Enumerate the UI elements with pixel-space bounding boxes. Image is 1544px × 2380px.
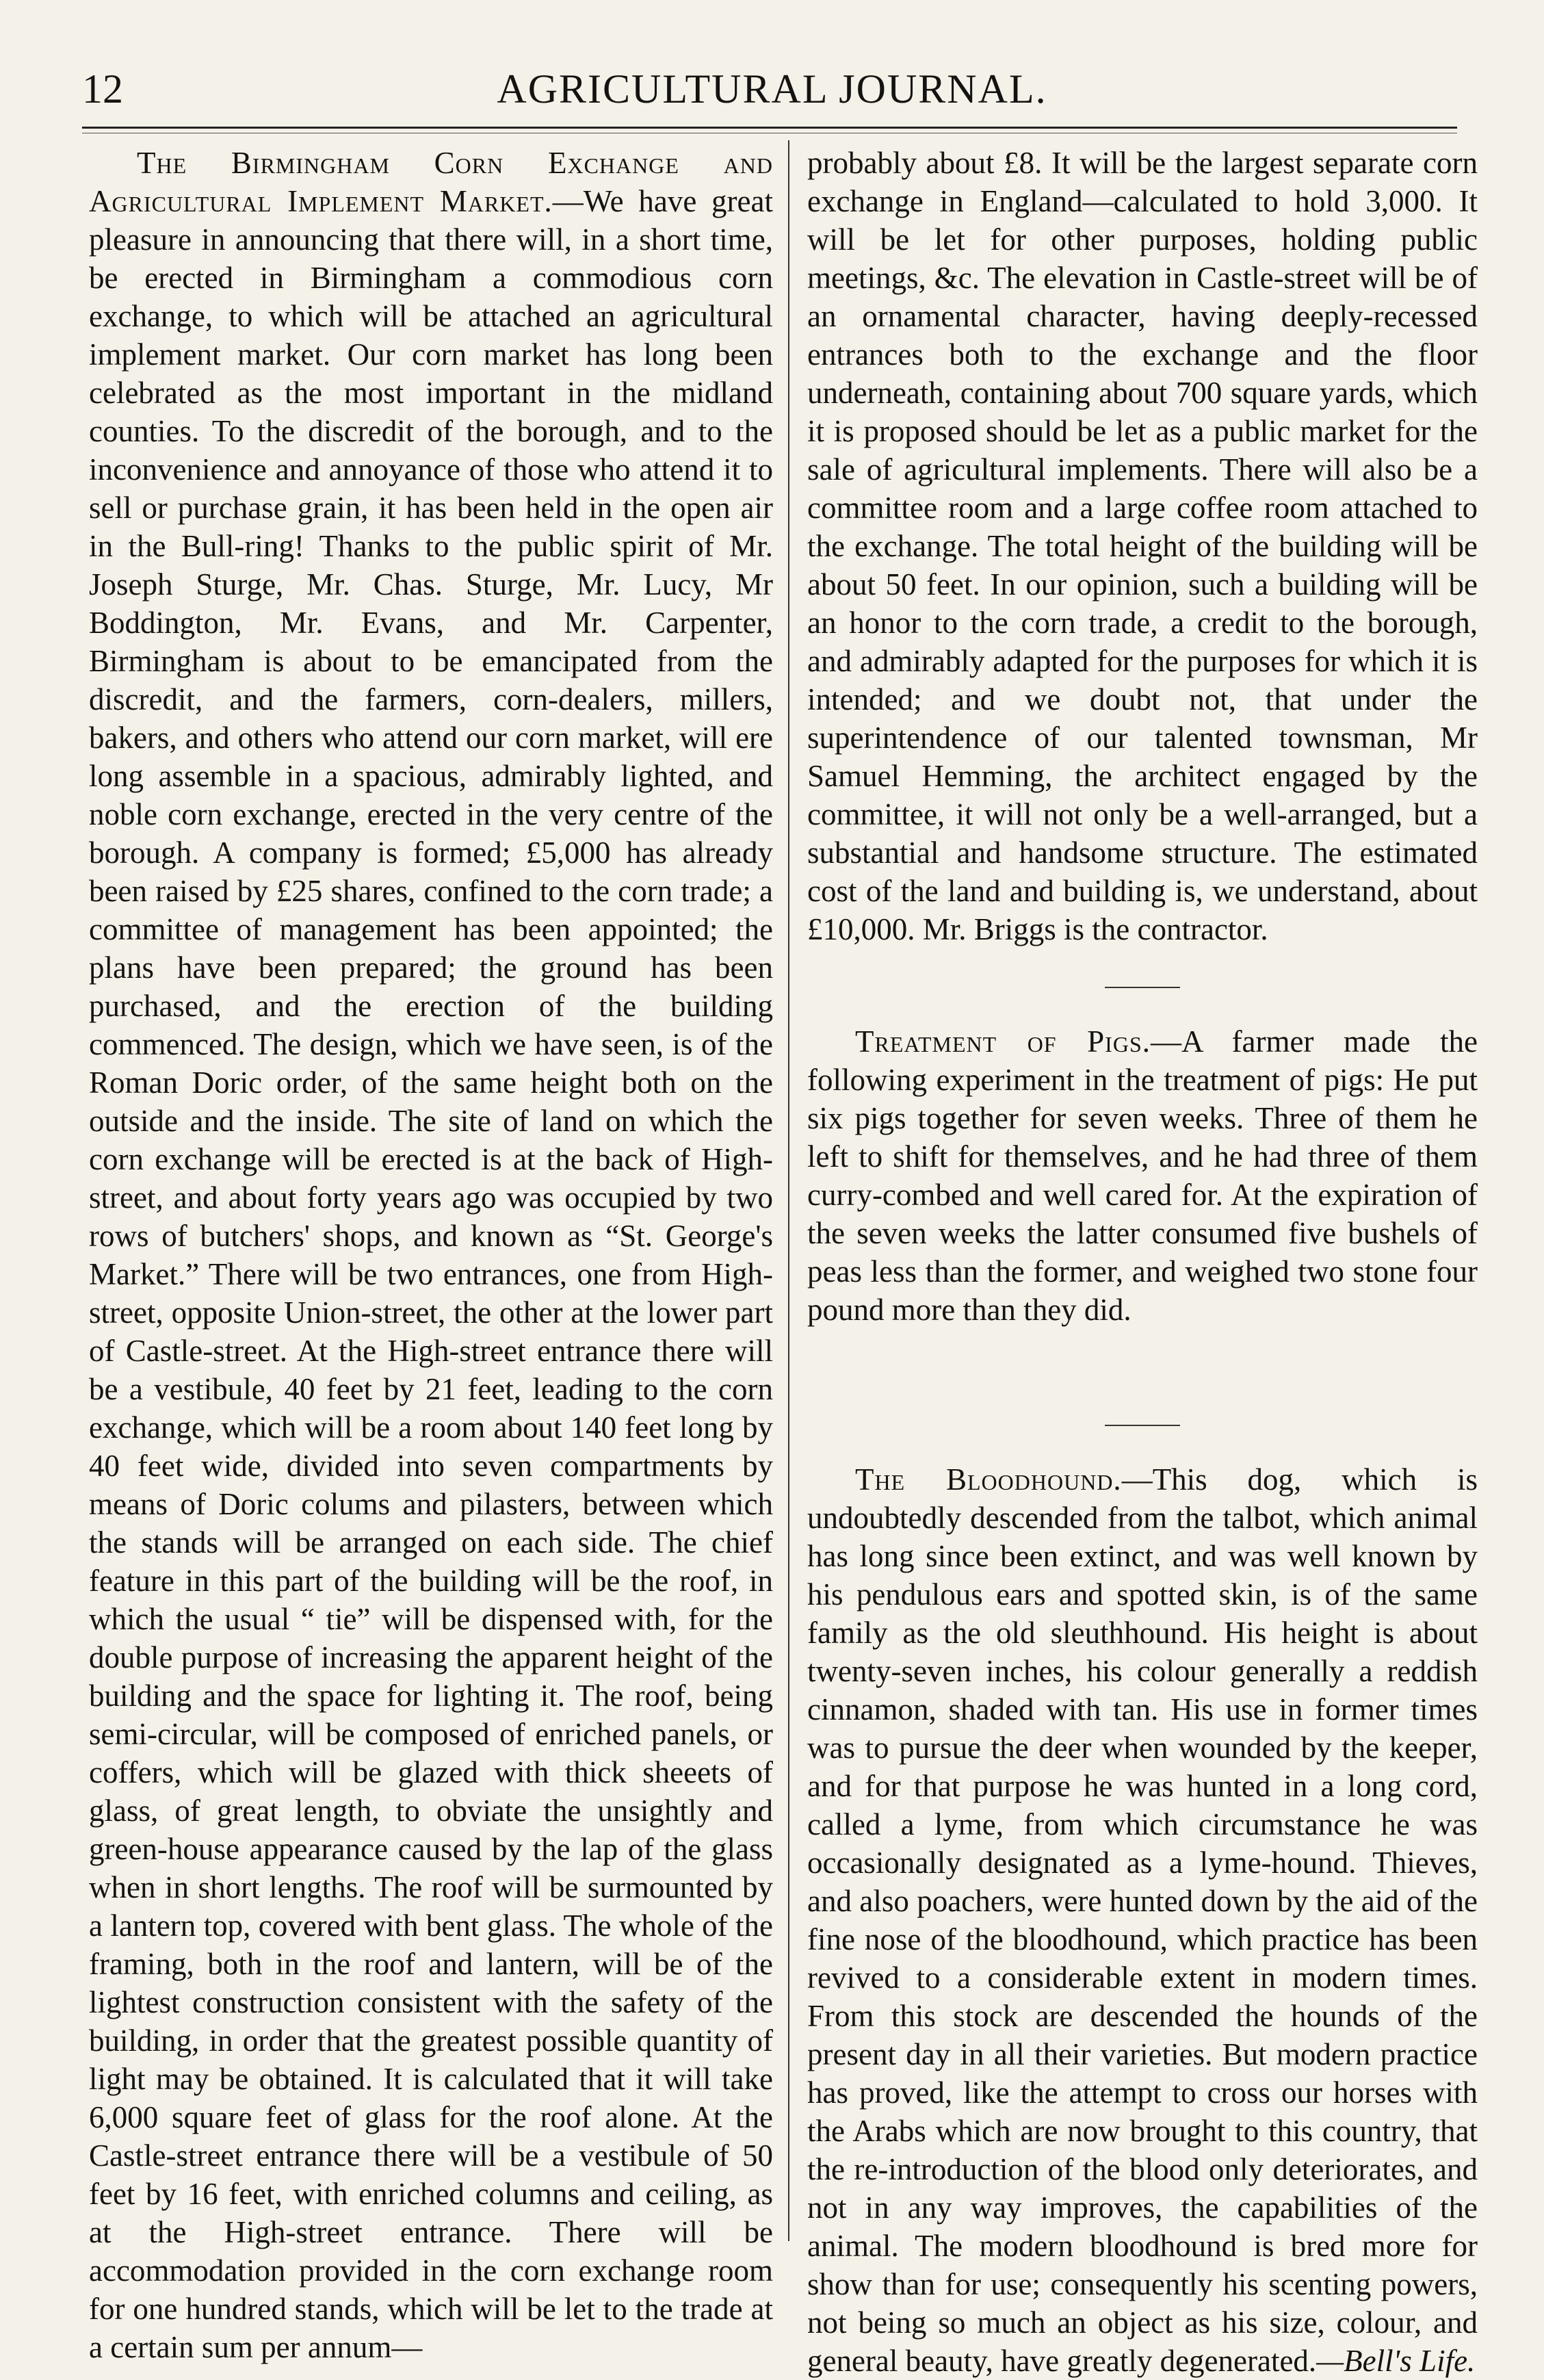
article-bloodhound <box>807 1460 1478 2380</box>
article-paragraph <box>807 1022 1478 1329</box>
article-paragraph <box>89 144 773 2366</box>
running-head: AGRICULTURAL JOURNAL. <box>497 66 1047 112</box>
article-paragraph <box>807 144 1478 948</box>
article-separator <box>1105 1425 1180 1426</box>
article-body: —A farmer made the following experiment in the treatment of pigs: He put six pigs together for seven weeks. Three of them he left to shift for themselves, and he had three of them curry-combed and well cared for. At the expiration of the seven weeks the latter consumed five bushels of peas less than the former, and weighed two stone four pound more than they did. <box>807 1024 1478 1327</box>
article-separator <box>1105 987 1180 988</box>
column-divider <box>788 140 789 2241</box>
article-treatment-of-pigs <box>807 1022 1478 1329</box>
article-corn-exchange-continued <box>807 144 1478 948</box>
article-heading: The Bloodhound. <box>855 1462 1122 1497</box>
article-paragraph <box>807 1460 1478 2380</box>
article-body: —This dog, which is undoubtedly descended from the talbot, which animal has long since been extinct, and was well known by his pendulous ears and spotted skin, is of the same family as the old sleuthhound. His height is about twenty-seven inches, his colour generally a reddish cinnamon, shaded with tan. His use in former times was to pursue the deer when wounded by the keeper, and for that purpose he was hunted in a long cord, called a lyme, from which circumstance he was occasionally designated as a lyme-hound. Thieves, and also poachers, were hunted down by the aid of the fine nose of the bloodhound, which practice has been revived to a considerable extent in modern times. From this stock are descended the hounds of the present day in all their varieties. But modern practice has proved, like the attempt to cross our horses with the Arabs which are now brought to this country, that the re-introduction of the blood only deteriorates, and not in any way improves, the capabilities of the animal. The modern bloodhound is bred more for show than for use; consequently his scenting powers, not being so much an object as his size, colour, and general beauty, have greatly degenerated. <box>807 1462 1478 2378</box>
article-source: —Bell's Life. <box>1316 2344 1476 2378</box>
right-column <box>807 144 1478 2380</box>
header-rule <box>82 127 1457 129</box>
article-corn-exchange <box>89 144 773 2366</box>
page-number: 12 <box>82 66 123 112</box>
left-column <box>89 144 773 2366</box>
article-body: —We have great pleasure in announcing that there will, in a short time, be erected in Birmingham a commodious corn exchange, to which will be attached an agricultural implement market. Our corn market has long been celebrated as the most important in the midland counties. To the discredit of the borough, and to the inconvenience and annoyance of those who attend it to sell or purchase grain, it has been held in the open air in the Bull-ring! Thanks to the public spirit of Mr. Joseph Sturge, Mr. Chas. Sturge, Mr. Lucy, Mr Boddington, Mr. Evans, and Mr. Carpenter, Birmingham is about to be emancipated from the discredit, and the farmers, corn-dealers, millers, bakers, and others who attend our corn market, will ere long assemble in a spacious, admirably lighted, and noble corn exchange, erected in the very centre of the borough. A company is formed; £5,000 has already been raised by £25 shares, confined to the corn trade; a committee of management has been appointed; the plans have been prepared; the ground has been purchased, and the erection of the building commenced. The design, which we have seen, is of the Roman Doric order, of the same height both on the outside and the inside. The site of land on which the corn exchange will be erected is at the back of High-street, and about forty years ago was occupied by two rows of butchers' shops, and known as “St. George's Market.” There will be two entrances, one from High-street, opposite Union-street, the other at the lower part of Castle-street. At the High-street entrance there will be a vestibule, 40 feet by 21 feet, leading to the corn exchange, which will be a room about 140 feet long by 40 feet wide, divided into seven compartments by means of Doric colums and pilasters, between which the stands will be arranged on each side. The chief feature in this part of the building will be the roof, in which the usual “ tie” will be dispensed with, for the double purpose of increasing the apparent height of the building and the space for lighting it. The roof, being semi-circular, will be composed of enriched panels, or coffers, which will be glazed with thick sheeets of glass, of great length, to obviate the unsightly and green-house appearance caused by the lap of the glass when in short lengths. The roof will be surmounted by a lantern top, covered with bent glass. The whole of the framing, both in the roof and lantern, will be of the lightest construction consistent with the safety of the building, in order that the greatest possible quantity of light may be obtained. It is calculated that it will take 6,000 square feet of glass for the roof alone. At the Castle-street entrance there will be a vestibule of 50 feet by 16 feet, with enriched columns and ceiling, as at the High-street entrance. There will be accommodation provided in the corn exchange room for one hundred stands, which will be let to the trade at a certain sum per annum— <box>89 184 773 2364</box>
article-heading: The Birmingham Corn Exchange and Agricultural Implement Market. <box>89 146 773 218</box>
article-body: probably about £8. It will be the largest separate corn exchange in England—calculated to hold 3,000. It will be let for other purposes, holding public meetings, &c. The elevation in Castle-street will be of an ornamental character, having deeply-recessed entrances both to the exchange and the floor underneath, containing about 700 square yards, which it is proposed should be let as a public market for the sale of agricultural implements. There will also be a committee room and a large coffee room attached to the exchange. The total height of the building will be about 50 feet. In our opinion, such a building will be an honor to the corn trade, a credit to the borough, and admirably adapted for the purposes for which it is intended; and we doubt not, that under the superintendence of our talented townsman, Mr Samuel Hemming, the architect engaged by the committee, it will not only be a well-arranged, but a substantial and handsome structure. The estimated cost of the land and building is, we understand, about £10,000. Mr. Briggs is the contractor. <box>807 146 1478 946</box>
article-heading: Treatment of Pigs. <box>855 1024 1151 1059</box>
